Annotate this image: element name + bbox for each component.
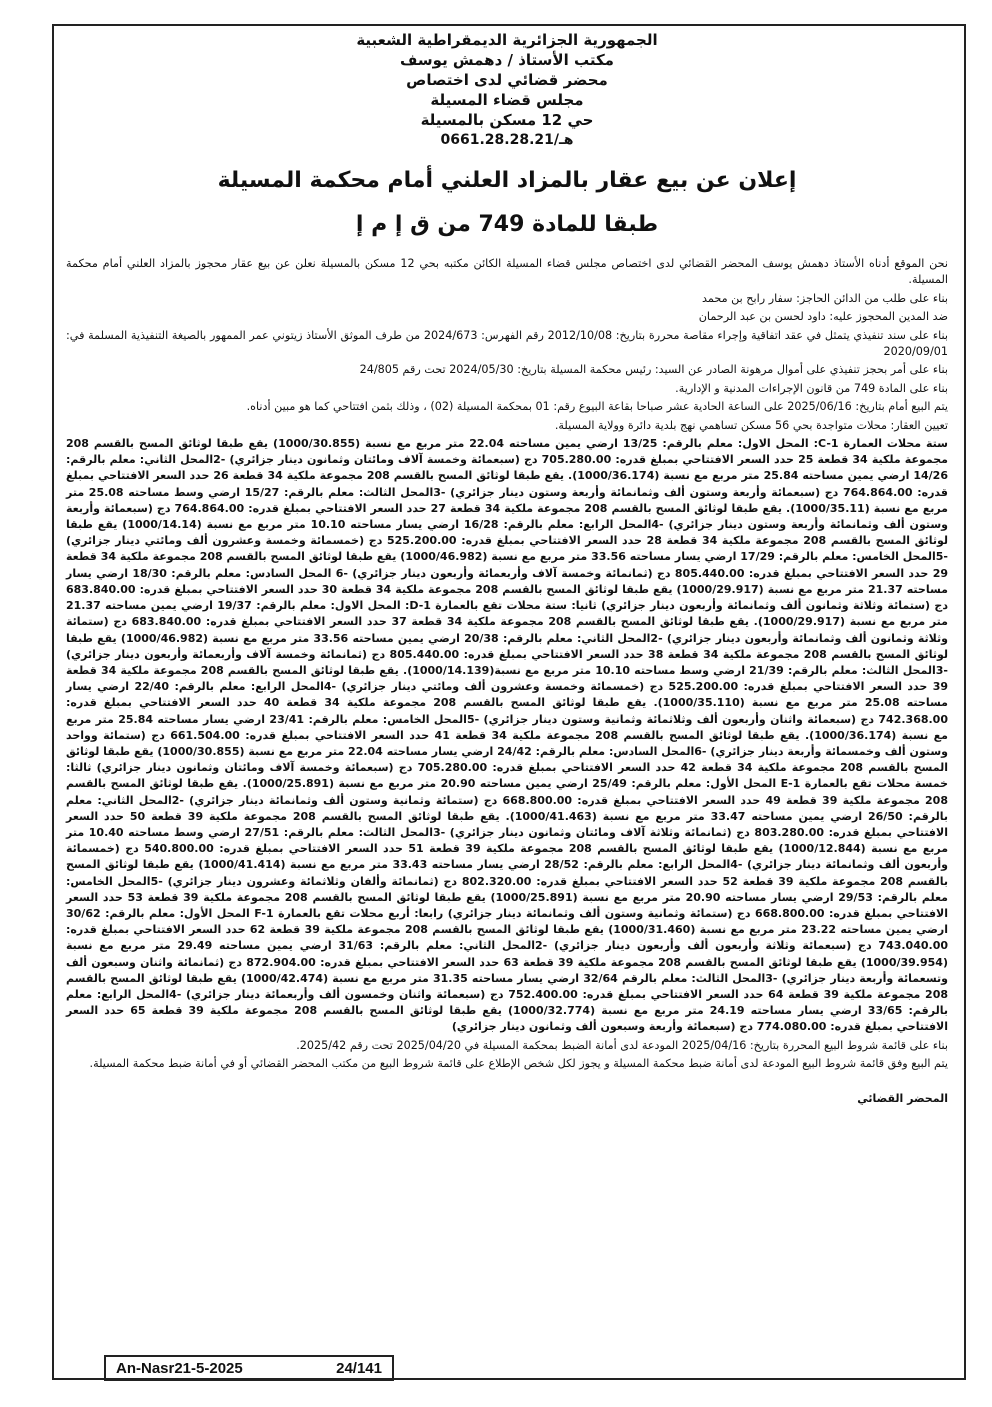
announcement-body: [62, 256, 952, 1072]
publication-code: An-Nasr21-5-2025: [116, 1359, 243, 1377]
office-name: مكتب الأستاذ / دهمش يوسف: [400, 51, 614, 69]
publication-stamp: [104, 1355, 394, 1381]
legal-article-line: بناء على المادة 749 من قانون الإجراءات المدنية و الإدارية.: [675, 381, 948, 395]
conditions-paragraph: بناء على قائمة شروط البيع المحررة بتاريخ: 2025/04/16 المودعة لدى أمانة الضبط بمحكمة المسيلة في 2025/04/20 تحت رقم 2025/42.: [296, 1038, 948, 1052]
intro-paragraph: نحن الموقع أدناه الأستاذ دهمش يوسف المحضر القضائي لدى اختصاص مجلس قضاء المسيلة الكائن مكتبه بحي 12 مسكن بالمسيلة نعلن عن بيع عقار محجوز بالمزاد العلني أمام محكمة المسيلة.: [66, 257, 948, 287]
bailiff-signature: المحضر القضائي: [857, 1092, 948, 1106]
lots-listing: ستة محلات العمارة C-1: المحل الاول: معلم بالرقم: 13/25 ارضي يمين مساحته 22.04 متر مربع مع نسبة (1000/30.855) يقع طبقا لوثائق المسح بالقسم 208 مجموعة ملكية 34 قطعة 25 حدد السعر الافتتاحي بمبلغ قدره: 705.280.00 دج (سبعمائة وخمسة آلاف ومائتان وثمانون دينار جزائري) -2المحل الثاني: معلم بالرقم: 14/26 ارضي يمين مساحته 25.84 متر مربع مع نسبة (1000/36.174). يقع طبقا لوثائق المسح بالقسم 208 مجموعة ملكية 34 قطعة 26 حدد السعر الافتتاحي بمبلغ قدره: 764.864.00 دج (سبعمائة وأربعة وستون ألف وثمانمائة وأربعة وستون دينار جزائري) -3المحل الثالث: معلم بالرقم: 15/27 ارضي وسط مساحته 25.08 متر مربع مع نسبة (1000/35.11). يقع طبقا لوثائق المسح بالقسم 208 مجموعة ملكية 34 قطعة 27 حدد السعر الافتتاحي بمبلغ قدره: 764.864.00 دج (سبعمائة وأربعة وستون ألف وثمانمائة وأربعة وستون دينار جزائري) -4المحل الرابع: معلم بالرقم: 16/28 ارضي يسار مساحته 10.10 متر مربع مع نسبة (1000/14.14) يقع طبقا لوثائق المسح بالقسم 208 مجموعة ملكية 34 قطعة 28 حدد السعر الافتتاحي بمبلغ قدره: 525.200.00 دج (خمسمائة وخمسة وعشرون ألف ومائتي دينار جزائري) -5المحل الخامس: معلم بالرقم: 17/29 ارضي يسار مساحته 33.56 متر مربع مع نسبة (1000/46.982) يقع طبقا لوثائق المسح بالقسم 208 مجموعة ملكية 34 قطعة 29 حدد السعر الافتتاحي بمبلغ قدره: 805.440.00 دج (ثمانمائة وخمسة آلاف وأربعمائة وأربعون دينار جزائري) -6 المحل السادس: معلم بالرقم: 18/30 ارضي يسار مساحته 21.37 متر مربع مع نسبة (1000/29.917) يقع طبقا لوثائق المسح بالقسم 208 مجموعة ملكية 34 قطعة 30 حدد السعر الافتتاحي بمبلغ قدره: 683.840.00 دج (ستمائة وثلاثة وثمانون ألف وثمانمائة وأربعون دينار جزائري) ثانيا: ستة محلات تقع بالعمارة D-1: المحل الاول: معلم بالرقم: 19/37 ارضي يمين مساحته 21.37 متر مربع مع نسبة (1000/29.917). يقع طبقا لوثائق المسح بالقسم 208 مجموعة ملكية 34 قطعة 37 حدد السعر الافتتاحي بمبلغ قدره: 683.840.00 دج (ستمائة وثلاثة وثمانون ألف وثمانمائة وأربعون دينار جزائري) -2المحل الثاني: معلم بالرقم: 20/38 ارضي يمين مساحته 33.56 متر مربع مع نسبة (1000/46.982) يقع طبقا لوثائق المسح بالقسم 208 مجموعة ملكية 34 قطعة 38 حدد السعر الافتتاحي بمبلغ قدره: 805.440.00 دج (ثمانمائة وخمسة آلاف وأربعمائة وأربعون دينار جزائري) -3المحل الثالث: معلم بالرقم: 21/39 ارضي وسط مساحته 10.10 متر مربع مع نسبة(1000/14.139). يقع طبقا لوثائق المسح بالقسم 208 مجموعة ملكية 34 قطعة 39 حدد السعر الافتتاحي بمبلغ قدره: 525.200.00 دج (خمسمائة وخمسة وعشرون ألف ومائتي دينار جزائري) -4المحل الرابع: معلم بالرقم: 22/40 ارضي يسار مساحته 25.08 متر مربع مع نسبة (1000/35.110). يقع طبقا لوثائق المسح بالقسم 208 مجموعة ملكية 34 قطعة 40 حدد السعر الافتتاحي بمبلغ قدره: 742.368.00 دج (سبعمائة واثنان وأربعون ألف وثلاثمائة وثمانية وستون دينار جزائري) -5المحل الخامس: معلم بالرقم: 23/41 ارضي يسار مساحته 25.84 متر مربع مع نسبة (1000/36.174). يقع طبقا لوثائق المسح بالقسم 208 مجموعة ملكية 34 قطعة 41 حدد السعر الافتتاحي بمبلغ قدره: 661.504.00 دج (ستمائة وواحد وستون ألف وخمسمائة وأربعة دينار جزائري) -6المحل السادس: معلم بالرقم: 24/42 ارضي يسار مساحته 22.04 متر مربع مع نسبة (1000/30.855) يقع طبقا لوثائق المسح بالقسم 208 مجموعة ملكية 34 قطعة 42 حدد السعر الافتتاحي بمبلغ قدره: 705.280.00 دج (سبعمائة وخمسة آلاف ومائتان وثمانون دينار جزائري) ثالثا: خمسة محلات تقع بالعمارة E-1 المحل الأول: معلم بالرقم: 25/49 ارضي يمين مساحته 20.90 متر مربع مع نسبة (1000/25.891). يقع طبقا لوثائق المسح بالقسم 208 مجموعة ملكية 39 قطعة 49 حدد السعر الافتتاحي بمبلغ قدره: 668.800.00 دج (ستمائة وثمانية وستون ألف وثمانمائة دينار جزائري) -2المحل الثاني: معلم بالرقم: 26/50 ارضي يمين مساحته 33.47 متر مربع مع نسبة (1000/41.463). يقع طبقا لوثائق المسح بالقسم 208 مجموعة ملكية 39 قطعة 50 حدد السعر الافتتاحي بمبلغ قدره: 803.280.00 دج (ثمانمائة وثلاثة آلاف ومائتان وثمانون دينار جزائري) -3المحل الثالث: معلم بالرقم: 27/51 ارضي وسط مساحته 10.40 متر مربع مع نسبة (1000/12.844) يقع طبقا لوثائق المسح بالقسم 208 مجموعة ملكية 39 قطعة 51 حدد السعر الافتتاحي بمبلغ قدره: 540.800.00 دج (خمسمائة وأربعون ألف وثمانمائة دينار جزائري) -4المحل الرابع: معلم بالرقم: 28/52 ارضي يسار مساحته 33.43 متر مربع مع نسبة (1000/41.414) يقع طبقا لوثائق المسح بالقسم 208 مجموعة ملكية 39 قطعة 52 حدد السعر الافتتاحي بمبلغ قدره: 802.320.00 دج (ثمانمائة وألفان وثلاثمائة وعشرون دينار جزائري) -5المحل الخامس: معلم بالرقم: 29/53 ارضي يسار مساحته 20.90 متر مربع مع نسبة (1000/25.891) يقع طبقا لوثائق المسح بالقسم 208 مجموعة ملكية 39 قطعة 53 حدد السعر الافتتاحي بمبلغ قدره: 668.800.00 دج (ستمائة وثمانية وستون ألف وثمانمائة دينار جزائري) رابعا: أربع محلات تقع بالعمارة F-1 المحل الأول: معلم بالرقم: 30/62 ارضي يمين مساحته 23.22 متر مربع مع نسبة (1000/31.460) يقع طبقا لوثائق المسح بالقسم 208 مجموعة ملكية 39 قطعة 62 حدد السعر الافتتاحي بمبلغ قدره: 743.040.00 دج (سبعمائة وثلاثة وأربعون ألف وأربعون دينار جزائري) -2المحل الثاني: معلم بالرقم: 31/63 ارضي يمين مساحته 29.49 متر مربع مع نسبة (1000/39.954) يقع طبقا لوثائق المسح بالقسم 208 مجموعة ملكية 39 قطعة 63 حدد السعر الافتتاحي بمبلغ قدره: 872.904.00 دج (ثمانمائة واثنان وسبعون ألف وتسعمائة وأربعة دينار جزائري) -3المحل الثالث: معلم بالرقم 32/64 ارضي يسار مساحته 31.35 متر مربع مع نسبة (1000/42.474) يقع طبقا لوثائق المسح بالقسم 208 مجموعة ملكية 39 قطعة 64 حدد السعر الافتتاحي بمبلغ قدره: 752.400.00 دج (سبعمائة واثنان وخمسون ألف وأربعمائة دينار جزائري) -4المحل الرابع: معلم بالرقم: 33/65 ارضي يسار مساحته 24.19 متر مربع مع نسبة (1000/32.774) يقع طبقا لوثائق المسح بالقسم 208 مجموعة ملكية 39 قطعة 65 حدد السعر الافتتاحي بمبلغ قدره: 774.080.00 دج (سبعمائة وأربعة وسبعون ألف وثمانون دينار جزائري): [66, 437, 949, 1034]
creditor-line: بناء على طلب من الدائن الحاجز: سفار رابح بن محمد: [702, 291, 948, 305]
announcement-title: إعلان عن بيع عقار بالمزاد العلني أمام محكمة المسيلة: [217, 168, 797, 193]
title-deed-paragraph: بناء على سند تنفيذي يتمثل في عقد اتفاقية وإجراء مقاصة محررة بتاريخ: 2012/10/08 رقم الفهرس: 2024/673 من طرف الموثق الأستاذ زيتوني عمر الممهور بالصيغة التنفيذية المسلمة في: 2020/09/01: [66, 328, 949, 359]
seizure-order-paragraph: بناء على أمر بحجز تنفيذي على أموال مرهونة الصادر عن السيد: رئيس محكمة المسيلة بتاريخ: 2024/05/30 تحت رقم 24/805: [359, 363, 948, 377]
publication-reference: 24/141: [336, 1359, 382, 1377]
court-council: مجلس قضاء المسيلة: [430, 91, 584, 109]
bailiff-title: محضر قضائي لدى اختصاص: [406, 71, 608, 89]
republic-name: الجمهورية الجزائرية الديمقراطية الشعبية: [356, 31, 658, 49]
office-header: [62, 30, 952, 150]
sale-date-paragraph: يتم البيع أمام بتاريخ: 2025/06/16 على الساعة الحادية عشر صباحا بقاعة البيوع رقم: 01 بمحكمة المسيلة (02) ، وذلك بثمن افتتاحي كما هو مبين أدناه.: [246, 400, 948, 414]
announcement-subtitle: طبقا للمادة 749 من ق إ م إ: [355, 212, 659, 237]
office-address: حي 12 مسكن بالمسيلة: [420, 111, 594, 129]
debtor-line: ضد المدين المحجوز عليه: داود لحسن بن عبد الرحمان: [698, 310, 948, 324]
property-description: تعيين العقار: محلات متواجدة بحي 56 مسكن تساهمي نهج بلدية دائرة وولاية المسيلة.: [554, 418, 948, 432]
inspection-paragraph: يتم البيع وفق قائمة شروط البيع المودعة لدى أمانة ضبط محكمة المسيلة و يجوز لكل شخص الإطلاع على قائمة شروط البيع من مكتب المحضر القضائي أو في أمانة ضبط محكمة المسيلة.: [89, 1056, 948, 1070]
office-phone: هـ/0661.28.28.21: [440, 132, 574, 148]
announcement: [62, 30, 952, 1105]
